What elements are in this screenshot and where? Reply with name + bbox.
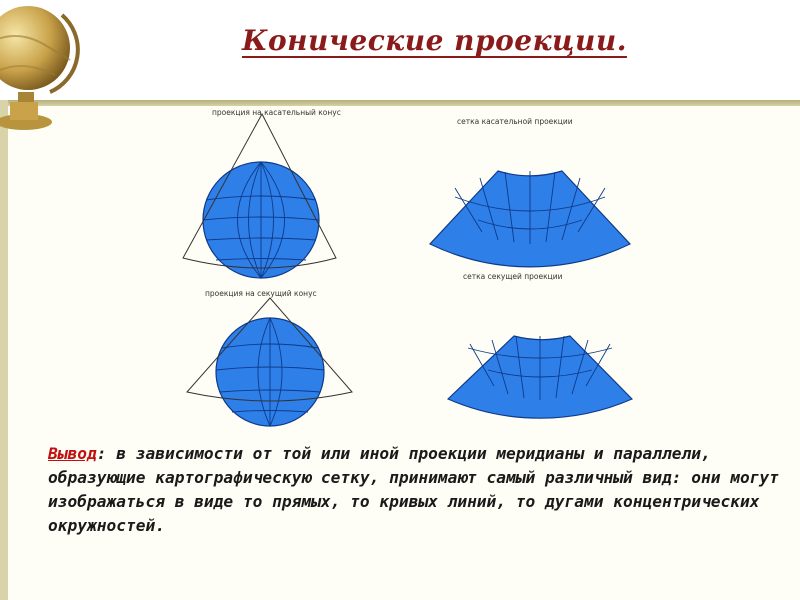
- secant-cone-figure: [187, 289, 352, 426]
- secant-grid-figure: [448, 272, 632, 418]
- secant-cone-caption: проекция на секущий конус: [205, 289, 317, 298]
- slide-title: Конические проекции.: [242, 24, 627, 57]
- conclusion-text: [48, 442, 788, 538]
- conclusion-body: : в зависимости от той или иной проекции меридианы и параллели, образующие картографическую сетку, принимают самый различный вид: они могут изображаться в виде то прямых, то кривых линий, то дугами концентрических окружностей.: [48, 444, 779, 535]
- tangent-cone-figure: [183, 108, 341, 278]
- conic-projection-diagram: [0, 100, 800, 430]
- secant-grid-caption: сетка секущей проекции: [463, 272, 563, 281]
- tangent-cone-caption: проекция на касательный конус: [212, 108, 341, 117]
- tangent-grid-caption: сетка касательной проекции: [457, 117, 573, 126]
- conclusion-lead: Вывод: [48, 444, 97, 463]
- tangent-grid-figure: [430, 117, 630, 267]
